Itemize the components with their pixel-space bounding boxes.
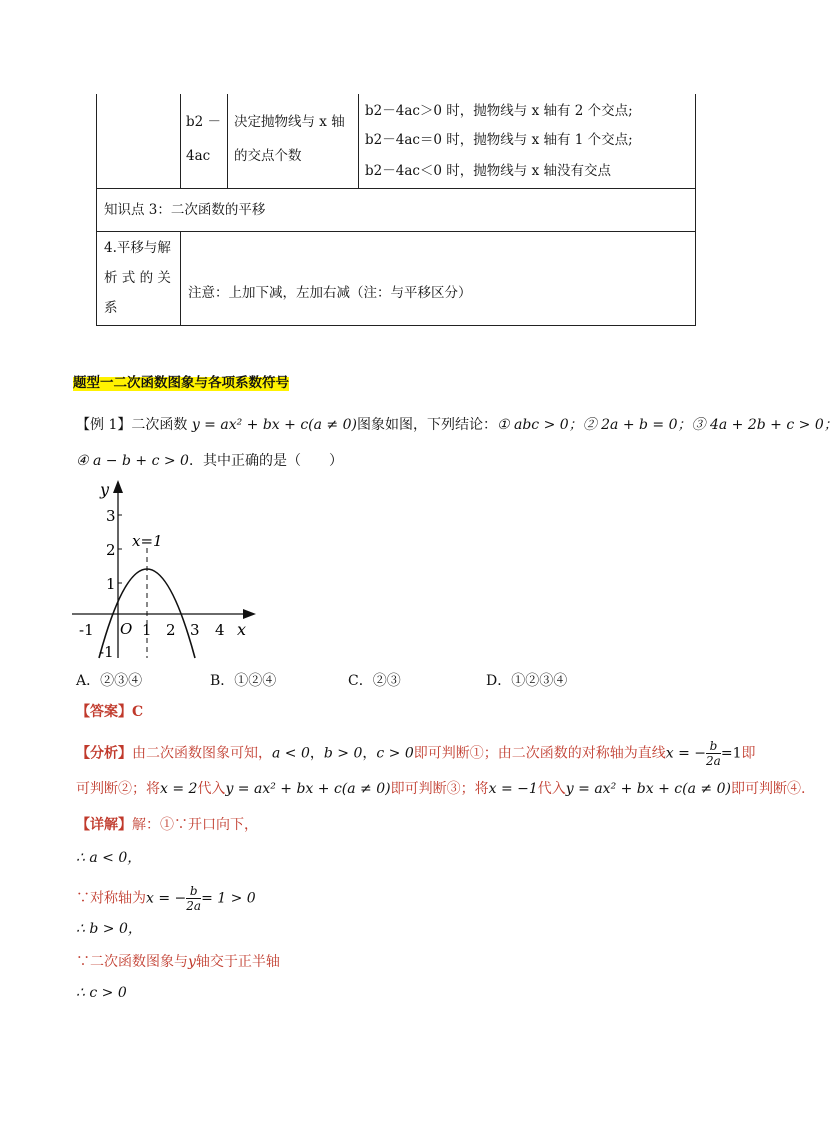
table-col-divider xyxy=(358,94,359,188)
x-tick-label: 4 xyxy=(215,621,225,639)
example-lead: 二次函数 xyxy=(131,417,188,433)
row-label: 系 xyxy=(104,300,118,316)
detail-line-3: ∵对称轴为x = − $\frac{b}{2a}$ = 1 > 0 xyxy=(76,884,256,913)
x-axis-label: x xyxy=(237,620,247,639)
table-border-left xyxy=(96,94,97,326)
table-row-divider xyxy=(96,188,696,189)
table-col-divider xyxy=(180,94,181,188)
symmetry-axis-label: x=1 xyxy=(132,532,163,550)
y-tick-label: 2 xyxy=(106,541,116,559)
detail-line-4: ∴ b > 0， xyxy=(76,921,142,937)
knowledge-point-3: 知识点 3：二次函数的平移 xyxy=(104,202,266,218)
analysis-fraction: $\frac{b}{2a}$ xyxy=(706,739,721,768)
y-axis-label: y xyxy=(100,480,110,499)
detail-line-1: 【详解】解：①∵开口向下， xyxy=(76,817,258,833)
table-row-divider xyxy=(96,231,696,232)
table-meaning: 的交点个数 xyxy=(234,148,302,164)
y-tick-label: 1 xyxy=(106,575,116,593)
x-axis-arrow xyxy=(243,609,256,619)
translation-note: 注意：上加下减，左加右减（注：与平移区分） xyxy=(188,285,472,301)
statement-1: ① abc > 0； xyxy=(496,417,583,433)
section-title: 题型一二次函数图象与各项系数符号 xyxy=(73,375,289,391)
option-c[interactable]: C．②③ xyxy=(348,673,401,689)
x-tick-label: 3 xyxy=(190,621,200,639)
detail-line-6: ∴ c > 0 xyxy=(76,985,127,1001)
table-meaning: 决定抛物线与 x 轴 xyxy=(234,114,345,130)
answer-tag: 【答案】 xyxy=(76,704,132,720)
row-label: 4.平移与解 xyxy=(104,240,171,256)
x-tick-label: -1 xyxy=(79,621,94,639)
detail-line-5: ∵二次函数图象与y轴交于正半轴 xyxy=(76,954,280,970)
example-text: 图象如图，下列结论： xyxy=(356,417,497,433)
example-tag: 【例 1】 xyxy=(76,417,132,433)
option-d[interactable]: D．①②③④ xyxy=(486,673,568,689)
statement-4: ④ a − b + c > 0 xyxy=(76,453,189,469)
analysis-line-2: 可判断②；将x = 2代入y = ax² + bx + c(a ≠ 0)即可判断③；将x = −1代入y = ax² + bx + c(a ≠ 0)即可判断④. xyxy=(76,781,806,797)
table-case: b2－4ac＜0 时，抛物线与 x 轴没有交点 xyxy=(365,163,612,179)
table-border-bottom xyxy=(96,325,696,326)
answer-line xyxy=(76,705,143,719)
parabola-graph xyxy=(66,478,262,662)
detail-fraction: $\frac{b}{2a}$ xyxy=(186,884,202,913)
knowledge-table xyxy=(96,94,696,326)
table-col-divider xyxy=(227,94,228,188)
table-case: b2－4ac＝0 时，抛物线与 x 轴有 1 个交点; xyxy=(365,132,633,148)
answer-value: C xyxy=(132,704,144,720)
statement-3: ③ 4a + 2b + c > 0； xyxy=(691,417,838,433)
example-line-2 xyxy=(76,454,343,468)
table-border-right xyxy=(695,94,696,326)
option-a[interactable]: A．②③④ xyxy=(76,673,143,689)
option-b[interactable]: B．①②④ xyxy=(210,673,277,689)
table-term: 4ac xyxy=(186,148,211,164)
statement-2: ② 2a + b = 0； xyxy=(582,417,692,433)
origin-label: O xyxy=(120,620,133,638)
example-line-1 xyxy=(76,418,838,432)
y-axis-arrow xyxy=(113,480,123,493)
table-case: b2－4ac＞0 时，抛物线与 x 轴有 2 个交点; xyxy=(365,103,633,119)
detail-line-2: ∴ a < 0， xyxy=(76,850,142,866)
x-tick-label: 1 xyxy=(142,621,152,639)
table-term: b2 － xyxy=(186,114,222,130)
example-function: y = ax² + bx + c(a ≠ 0) xyxy=(191,417,357,433)
y-tick-label: -1 xyxy=(99,643,114,661)
analysis-line-1: 【分析】由二次函数图象可知，a < 0，b > 0，c > 0即可判断①；由二次函数的对称轴为直线x = − $\frac{b}{2a}$ =1即 xyxy=(76,739,756,768)
row-label: 析 式 的 关 xyxy=(104,270,171,286)
example-question: ．其中正确的是（ ） xyxy=(188,453,343,469)
x-tick-label: 2 xyxy=(166,621,176,639)
analysis-tag: 【分析】 xyxy=(76,745,132,762)
detail-tag: 【详解】 xyxy=(76,817,132,833)
y-tick-label: 3 xyxy=(106,507,116,525)
table-col-divider xyxy=(180,231,181,326)
